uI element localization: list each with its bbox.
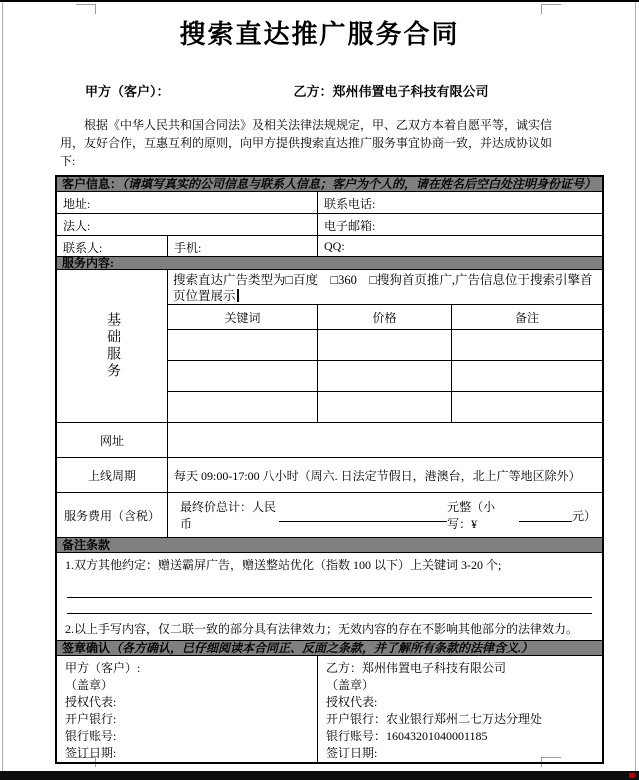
party-b-bank-line[interactable]: 开户银行：农业银行郑州二七万达分理处 [326, 712, 543, 726]
address-field[interactable] [57, 192, 318, 213]
fill-in-line[interactable] [67, 598, 592, 614]
page-title: 搜索直达推广服务合同 [179, 20, 460, 49]
note-column-header: 备注 [514, 310, 539, 325]
signature-title: 签章确认 [62, 641, 111, 655]
crop-mark-top-right-icon [541, 4, 561, 14]
fee-prefix: 最终价总计：人民币 [180, 500, 277, 531]
ad-type-line[interactable] [168, 270, 602, 304]
remarks-title: 备注条款 [62, 538, 111, 552]
service-content-header [57, 257, 602, 270]
ad-type-text: 搜索直达广告类型为□百度 □360 □搜狗首页推广,广告信息位于搜索引擎首页位置展示 [173, 273, 593, 303]
signature-header [57, 641, 602, 656]
keyword-table [168, 304, 602, 422]
signature-note: （各方确认，已仔细阅读本合同正、反面之条款，并了解所有条款的法律含义.） [110, 641, 534, 655]
base-service-content-cell [168, 270, 602, 422]
party-b-signature-block [318, 656, 602, 762]
mobile-label: 手机: [174, 241, 202, 255]
base-service-row [57, 270, 602, 423]
note-cell[interactable] [452, 361, 602, 391]
address-label: 地址: [63, 197, 91, 211]
client-info-note: （请填写真实的公司信息与联系人信息；客户为个人的，请在姓名后空白处注明身份证号） [122, 177, 597, 191]
price-cell[interactable] [318, 330, 452, 360]
base-service-label: 基础服务 [105, 312, 120, 380]
intro-paragraph: 根据《中华人民共和国合同法》及相关法律法规规定，甲、乙双方本着自愿平等，诚实信用，友好合作，互惠互利的原则，向甲方提供搜索直达推广服务事宜协商一致，并达成协议如下: [60, 118, 553, 168]
keyword-column-header: 关键词 [168, 305, 318, 329]
contact-label: 联系人: [63, 241, 103, 255]
red-notch [629, 773, 635, 778]
price-column-header: 价格 [318, 305, 452, 329]
signature-row [57, 656, 602, 762]
party-a-representative-line[interactable]: 授权代表: [65, 695, 117, 709]
party-a-signature-block [57, 656, 318, 762]
party-a-sign-line[interactable]: 甲方（客户）: [65, 661, 141, 675]
legal-person-label: 法人: [63, 219, 91, 233]
mobile-field[interactable] [168, 236, 318, 256]
keyword-table-header [168, 305, 602, 329]
remarks-cell [57, 553, 602, 641]
page-right-edge [635, 2, 636, 771]
crop-mark-top-left-icon [76, 4, 96, 14]
party-b-account-line[interactable]: 银行账号：16043201040001185 [326, 729, 488, 743]
price-cell[interactable] [318, 392, 452, 422]
fill-in-line[interactable] [67, 582, 592, 598]
keyword-empty-row [168, 360, 602, 391]
fee-amount-blank[interactable] [279, 509, 447, 522]
email-field[interactable] [318, 214, 602, 235]
table-row [57, 192, 602, 214]
qq-label: QQ: [324, 239, 345, 253]
party-a-label: 甲方（客户）： [85, 84, 170, 99]
legal-person-field[interactable] [57, 214, 318, 235]
remarks-item-1: 1.双方其他约定：赠送霸屏广告，赠送整站优化（指数 100 以下）上关键词 3-20 个; [65, 558, 502, 572]
keyword-cell[interactable] [168, 361, 318, 391]
party-a-account-line[interactable]: 银行账号: [65, 729, 117, 743]
website-value[interactable] [168, 423, 602, 457]
email-label: 电子邮箱: [324, 219, 376, 233]
party-a-bank-line[interactable]: 开户银行: [65, 712, 117, 726]
table-row [57, 236, 602, 257]
page-left-edge [2, 2, 3, 771]
party-a-seal-line[interactable]: （盖章） [65, 678, 114, 692]
remarks-header [57, 538, 602, 553]
base-service-label-cell [57, 270, 168, 422]
schedule-row [57, 458, 602, 493]
website-label: 网址 [57, 423, 168, 457]
party-b-date-line[interactable]: 签订日期: [326, 746, 378, 760]
fee-row [57, 493, 602, 538]
phone-label: 联系电话: [324, 197, 376, 211]
price-cell[interactable] [318, 361, 452, 391]
contract-table [55, 175, 604, 764]
keyword-empty-row [168, 391, 602, 422]
party-a-date-line[interactable]: 签订日期: [65, 746, 117, 760]
table-row [57, 214, 602, 236]
phone-field[interactable] [318, 192, 602, 213]
party-b-sign-line[interactable]: 乙方：郑州伟置电子科技有限公司 [326, 661, 507, 675]
fee-suffix: 元） [571, 508, 596, 523]
text-caret [237, 289, 239, 302]
client-info-header [57, 177, 602, 192]
keyword-cell[interactable] [168, 392, 318, 422]
keyword-cell[interactable] [168, 330, 318, 360]
page-bottom-edge [0, 771, 639, 780]
note-cell[interactable] [452, 392, 602, 422]
schedule-label: 上线周期 [57, 458, 168, 492]
page-top-edge [0, 0, 639, 2]
client-info-title: 客户信息： [62, 177, 123, 191]
party-b-representative-line[interactable]: 授权代表: [326, 695, 378, 709]
remarks-item-2: 2.以上手写内容，仅二联一致的部分具有法律效力；无效内容的存在不影响其他部分的法律效力。 [65, 622, 579, 636]
qq-field[interactable] [318, 236, 602, 256]
party-b-label: 乙方：郑州伟置电子科技有限公司 [293, 84, 489, 99]
party-header-row [85, 81, 581, 100]
service-content-title: 服务内容: [62, 257, 114, 270]
contact-field[interactable] [57, 236, 168, 256]
fee-mid: 元整（小写：¥ [447, 500, 496, 531]
note-cell[interactable] [452, 330, 602, 360]
party-b-seal-line[interactable]: （盖章） [326, 678, 375, 692]
keyword-empty-row [168, 329, 602, 360]
schedule-value[interactable]: 每天 09:00-17:00 八小时（周六. 日法定节假日，港澳台，北上广等地区除外） [174, 468, 581, 483]
fee-value[interactable] [168, 493, 602, 537]
website-row [57, 423, 602, 458]
fee-label: 服务费用（含税） [57, 493, 168, 537]
fee-lowercase-blank[interactable] [519, 509, 572, 522]
